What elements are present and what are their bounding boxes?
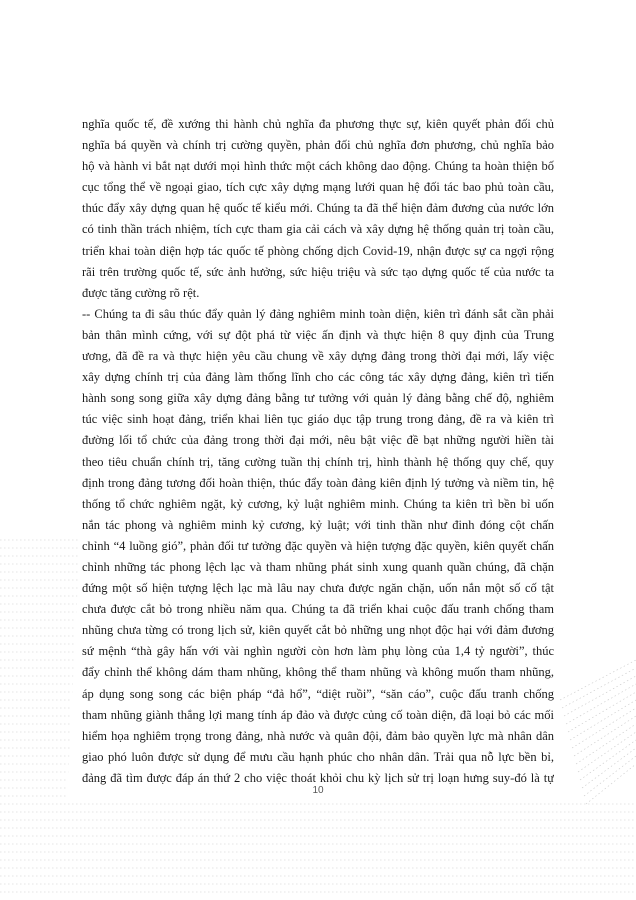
text-line: đường lối tổ chức của đảng trong thời đại mới, nêu bật việc đề bạt những người hiền tài [82,433,554,448]
text-line: giao phó luôn được sử dụng để mưu cầu hạnh phúc cho nhân dân. Trải qua nỗ lực bền bỉ, [82,749,554,764]
text-line: hộ và hành vi bắt nạt dưới mọi hình thức một cách không dao động. Chúng ta hoàn thiện bố [82,159,554,174]
text-line: đảng đã tìm được đáp án thứ 2 cho việc thoát khỏi chu kỳ lịch sử trị loạn hưng suy-đó là tự [82,770,554,785]
dotted-guide-line [566,684,636,724]
text-line: hiểm họa nghiêm trọng trong đảng, nhà nước và quân đội, đảm bảo quyền lực mà nhân dân [82,728,554,743]
text-line: chỉnh “4 luồng gió”, phản đối tư tưởng đặc quyền và hiện tượng đặc quyền, kiên quyết chấn [82,538,554,553]
page-number: 10 [312,785,324,796]
dotted-guide-line [562,668,636,708]
text-line: ương, đã đề ra và thực hiện yêu cầu chung về xây dựng đảng trong thời đại mới, lấy việc [82,349,554,364]
text-line: theo tiêu chuẩn chính trị, tăng cường tuần thị chính trị, hình thành hệ thống quy chế, quy [82,454,554,469]
text-line: triển khai toàn diện hợp tác quốc tế phòng chống dịch Covid-19, nhận được sự ca ngợi rộng [82,243,554,258]
text-line: cục tổng thể về ngoại giao, tích cực xây dựng mạng lưới quan hệ đối tác bao phủ toàn cầu, [82,180,554,195]
dotted-guide-line [560,660,636,700]
dotted-guide-line [572,708,636,748]
text-line: thúc đẩy xây dựng quan hệ quốc tế kiểu mới. Chúng ta đã thể hiện đảm đương của nước lớn [82,201,554,216]
text-line: thống tổ chức nghiêm ngặt, kỷ cương, kỷ luật nghiêm minh. Chúng ta kiên trì bền bỉ uốn [82,496,554,511]
dotted-guide-line [568,692,636,732]
text-line: -- Chúng ta đi sâu thúc đẩy quản lý đảng nghiêm minh toàn diện, kiên trì đánh sắt cần phải [82,306,554,321]
text-line: nhũng chưa từng có trong lịch sử, kiên quyết cắt bỏ những ung nhọt độc hại với đảm đương [82,623,554,638]
text-line: đứng một số hiện tượng lệch lạc mà lâu nay chưa được ngăn chặn, uốn nắn một số cố tật [82,581,554,596]
dotted-guide-line [574,716,636,756]
text-line: được tăng cường rõ rệt. [82,285,200,300]
dotted-guide-line [570,700,636,740]
dotted-guide-line [582,748,636,788]
text-line: sứ mệnh “thà gây hấn với vài nghìn người còn hơn làm phụ lòng của 1,4 tỷ người”, thúc [82,644,554,659]
text-line: nghĩa bá quyền và chính trị cường quyền, phản đối chủ nghĩa đơn phương, chủ nghĩa bảo [82,138,554,153]
text-line: xây dựng chính trị của đảng làm thống lĩnh cho các công tác xây dựng đảng, kiên trì tiến [82,370,554,385]
text-line: áp dụng song song các biện pháp “đả hổ”, “diệt ruồi”, “săn cáo”, cuộc đấu tranh chống [82,686,554,701]
text-line: tham nhũng giành thắng lợi mang tính áp đảo và được củng cố toàn diện, đã loại bỏ các mối [82,707,554,722]
text-line: đẩy chỉnh thể không dám tham nhũng, không thể tham nhũng và không muốn tham nhũng, [82,665,554,680]
dotted-guide-line [576,724,636,764]
text-line: hành song song giữa xây dựng đảng bằng tư tưởng với quản lý đảng bằng chế độ, nghiêm [82,391,554,406]
dotted-guide-line [564,676,636,716]
dotted-guide-line [580,740,636,780]
dotted-guide-line [586,764,636,804]
dotted-guide-line [578,732,636,772]
body-text [82,114,554,789]
text-line: nắn tác phong và nghiêm minh kỷ cương, kỷ luật; với tinh thần như đinh đóng cột chấn [82,517,554,532]
text-line: định trong đảng tương đối hoàn thiện, thúc đẩy toàn đảng kiên định lý tưởng và niềm tin, hệ [82,475,554,490]
text-line: túc việc sinh hoạt đảng, triển khai liên tục giáo dục tập trung trong đảng, đề ra và kiên trì [82,412,554,427]
text-line: nghĩa quốc tế, đề xướng thi hành chủ nghĩa đa phương thực sự, kiên quyết phản đối chủ [82,117,554,131]
text-line: rãi trên trường quốc tế, sức ảnh hưởng, sức hiệu triệu và sức tạo dựng quốc tế của nước ta [82,264,554,279]
text-line: có tinh thần trách nhiệm, tích cực tham gia cải cách và xây dựng hệ thống quản trị toàn cầu, [82,222,554,237]
text-line: bản thân mình cứng, với sự đột phá từ việc ấn định và thực hiện 8 quy định của Trung [82,327,554,342]
text-line: chỉnh những tác phong lệch lạc và tham nhũng phát sinh xung quanh quần chúng, đã chặn [82,559,554,574]
text-line: chưa được cắt bỏ trong nhiều năm qua. Chúng ta đã triển khai cuộc đấu tranh chống tham [82,602,554,617]
